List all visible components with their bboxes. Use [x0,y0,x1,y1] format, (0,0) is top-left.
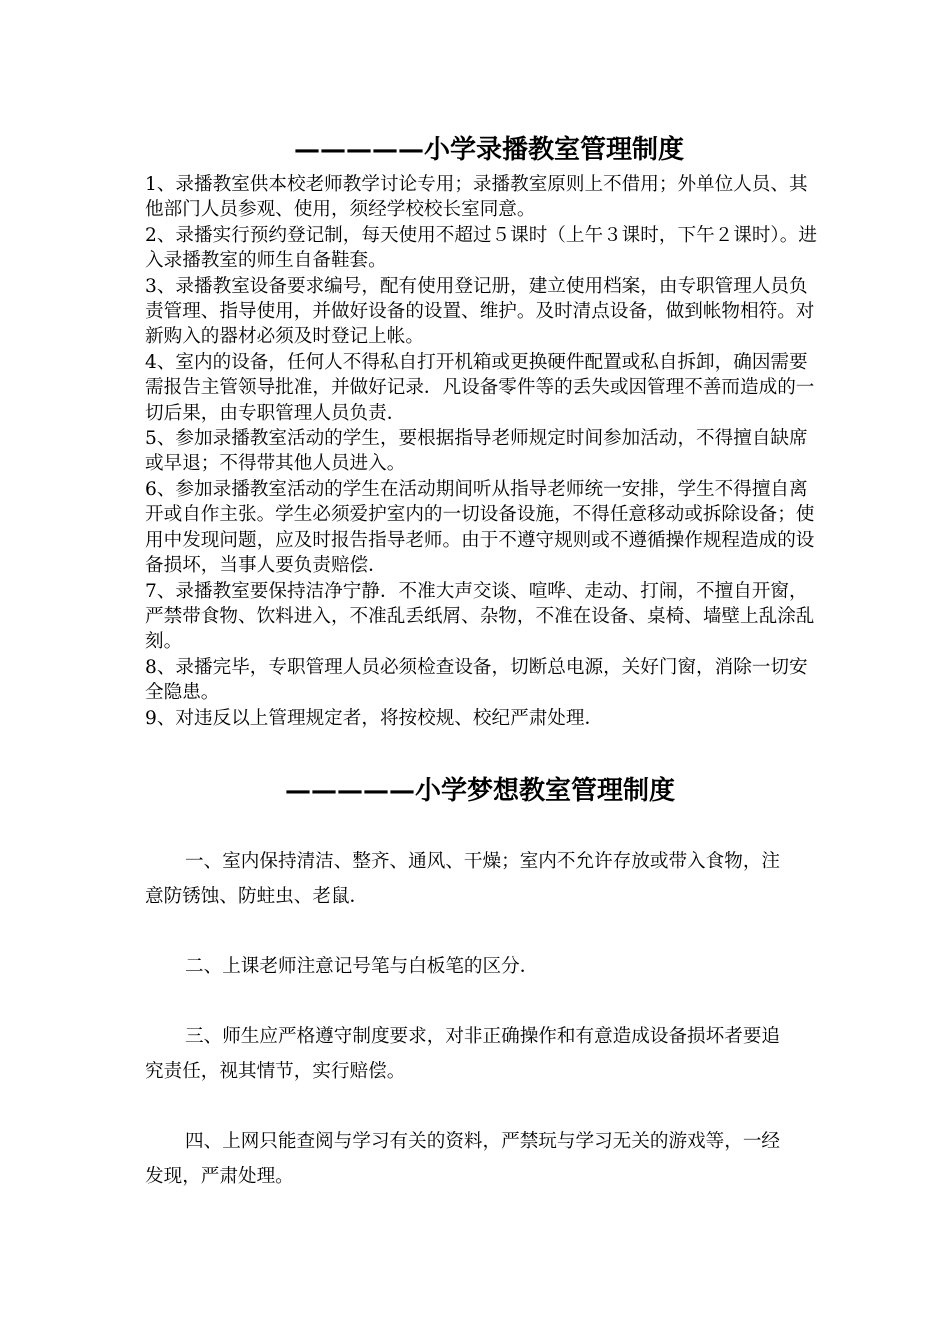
recording-classroom-rules [145,172,825,731]
rule-item: 1、录播教室供本校老师教学讨论专用；录播教室原则上不借用；外单位人员、其他部门人员参观、使用，须经学校校长室同意。 [145,174,808,221]
rule-item: 5、参加录播教室活动的学生，要根据指导老师规定时间参加活动，不得擅自缺席或早退；不得带其他人员进入。 [145,428,808,475]
rule-paragraph: 一、室内保持清洁、整齐、通风、干燥；室内不允许存放或带入食物，注意防锈蚀、防蛀虫、老鼠． [145,851,781,907]
rule-paragraph: 三、师生应严格遵守制度要求，对非正确操作和有意造成设备损坏者要追究责任，视其情节，实行赔偿。 [145,1026,781,1082]
recording-classroom-section [145,131,825,731]
rule-item: 2、录播实行预约登记制，每天使用不超过５课时（上午３课时，下午２课时）。进入录播教室的师生自备鞋套。 [145,224,817,272]
rule-paragraph: 二、上课老师注意记号笔与白板笔的区分． [185,956,539,977]
rule-item: 7、录播教室要保持洁净宁静．不准大声交谈、喧哗、走动、打闹，不擅自开窗，严禁带食物、饮料进入，不准乱丢纸屑、杂物，不准在设备、桌椅、墙壁上乱涂乱刻。 [145,580,815,653]
rule-item: 3、录播教室设备要求编号，配有使用登记册，建立使用档案，由专职管理人员负责管理、指导使用，并做好设备的设置、维护。及时清点设备，做到帐物相符。对新购入的器材必须及时登记上帐。 [145,275,815,348]
rule-item: 9、对违反以上管理规定者，将按校规、校纪严肃处理． [145,707,604,729]
rule-item: 4、室内的设备，任何人不得私自打开机箱或更换硬件配置或私自拆卸，确因需要需报告主管领导批准，并做好记录．凡设备零件等的丢失或因管理不善而造成的一切后果，由专职管理人员负责． [145,351,815,424]
rule-item: 6、参加录播教室活动的学生在活动期间听从指导老师统一安排，学生不得擅自离开或自作主张。学生必须爱护室内的一切设备设施，不得任意移动或拆除设备；使用中发现问题，应及时报告指导老师。由于不遵守规则或不遵循操作规程造成的设备损坏，当事人要负责赔偿． [145,478,815,577]
recording-classroom-title: —————小学录播教室管理制度 [293,135,684,165]
dream-classroom-rules [145,844,825,1194]
dream-classroom-section [145,772,825,1229]
dream-classroom-title: —————小学梦想教室管理制度 [284,776,675,806]
rule-item: 8、录播完毕，专职管理人员必须检查设备，切断总电源，关好门窗，消除一切安全隐患。 [145,656,808,704]
rule-paragraph: 四、上网只能查阅与学习有关的资料，严禁玩与学习无关的游戏等，一经发现，严肃处理。 [145,1131,781,1187]
